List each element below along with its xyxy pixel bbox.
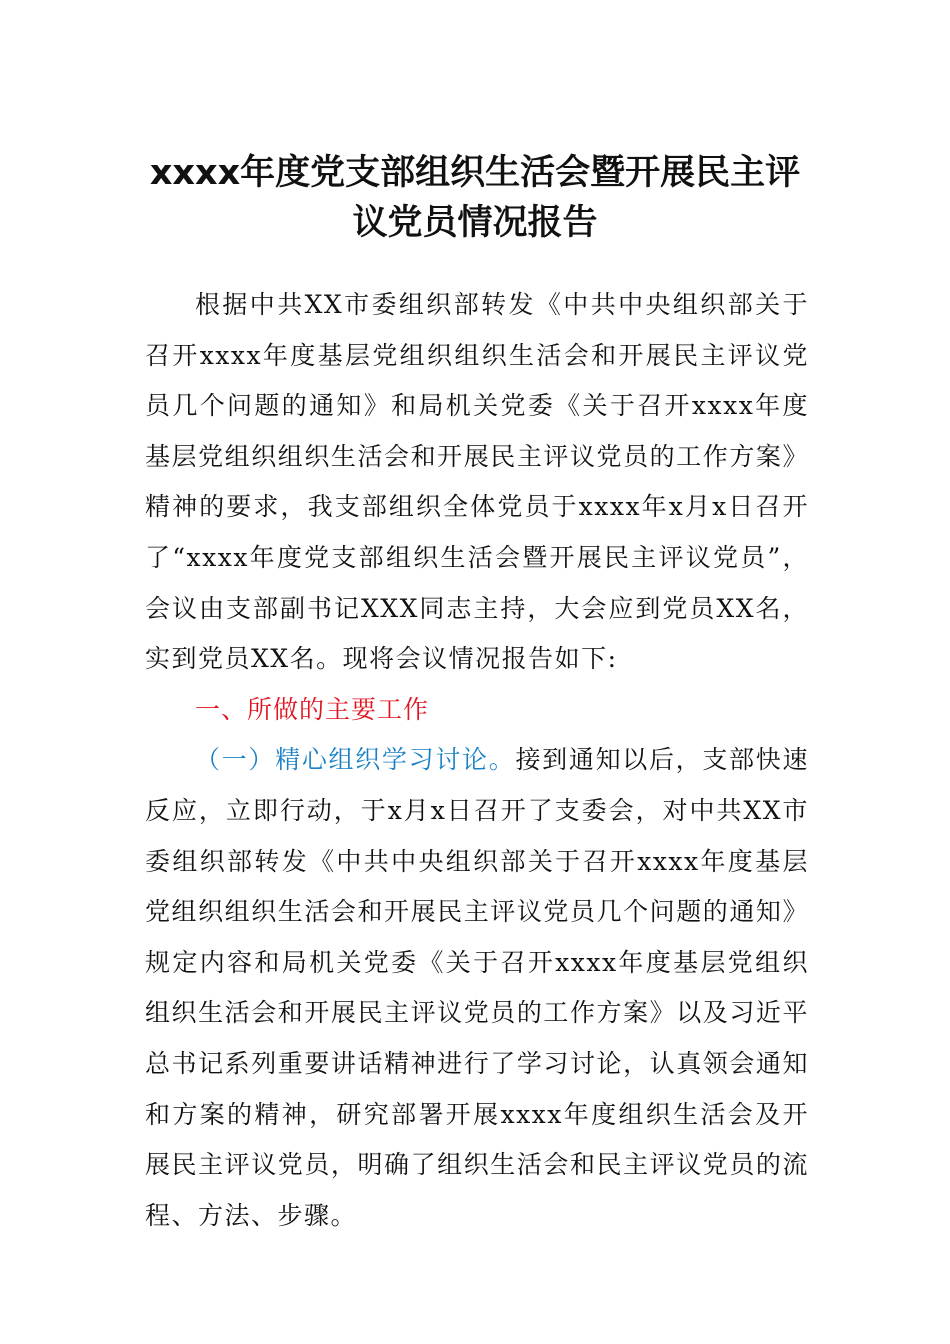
subsection-1-body: 接到通知以后，支部快速反应，立即行动，于x月x日召开了支委会，对中共XX市委组织部转发《中共中央组织部关于召开xxxx年度基层党组织组织生活会和开展民主评议党员几个问题的通知》规定内容和局机关党委《关于召开xxxx年度基层党组织组织生活会和开展民主评议党员的工作方案》以及习近平总书记系列重要讲话精神进行了学习讨论，认真领会通知和方案的精神，研究部署开展xxxx年度组织生活会及开展民主评议党员，明确了组织生活会和民主评议党员的流程、方法、步骤。 bbox=[145, 745, 809, 1230]
subsection-1-lead: （一）精心组织学习讨论。 bbox=[195, 745, 516, 775]
title-line-2: 议党员情况报告 bbox=[352, 203, 598, 243]
title-line-1: xxxx年度党支部组织生活会暨开展民主评 bbox=[149, 153, 801, 193]
intro-paragraph: 根据中共XX市委组织部转发《中共中央组织部关于召开xxxx年度基层党组织组织生活会和开展民主评议党员几个问题的通知》和局机关党委《关于召开xxxx年度基层党组织组织生活会和开展民主评议党员的工作方案》精神的要求，我支部组织全体党员于xxxx年x月x日召开了“xxxx年度党支部组织生活会暨开展民主评议党员”，会议由支部副书记XXX同志主持，大会应到党员XX名，实到党员XX名。现将会议情况报告如下: bbox=[145, 290, 809, 674]
section-heading-1: 一、所做的主要工作 bbox=[195, 694, 430, 724]
subsection-1-paragraph bbox=[145, 735, 809, 1241]
document-body bbox=[145, 280, 809, 1241]
document-title bbox=[100, 148, 850, 248]
